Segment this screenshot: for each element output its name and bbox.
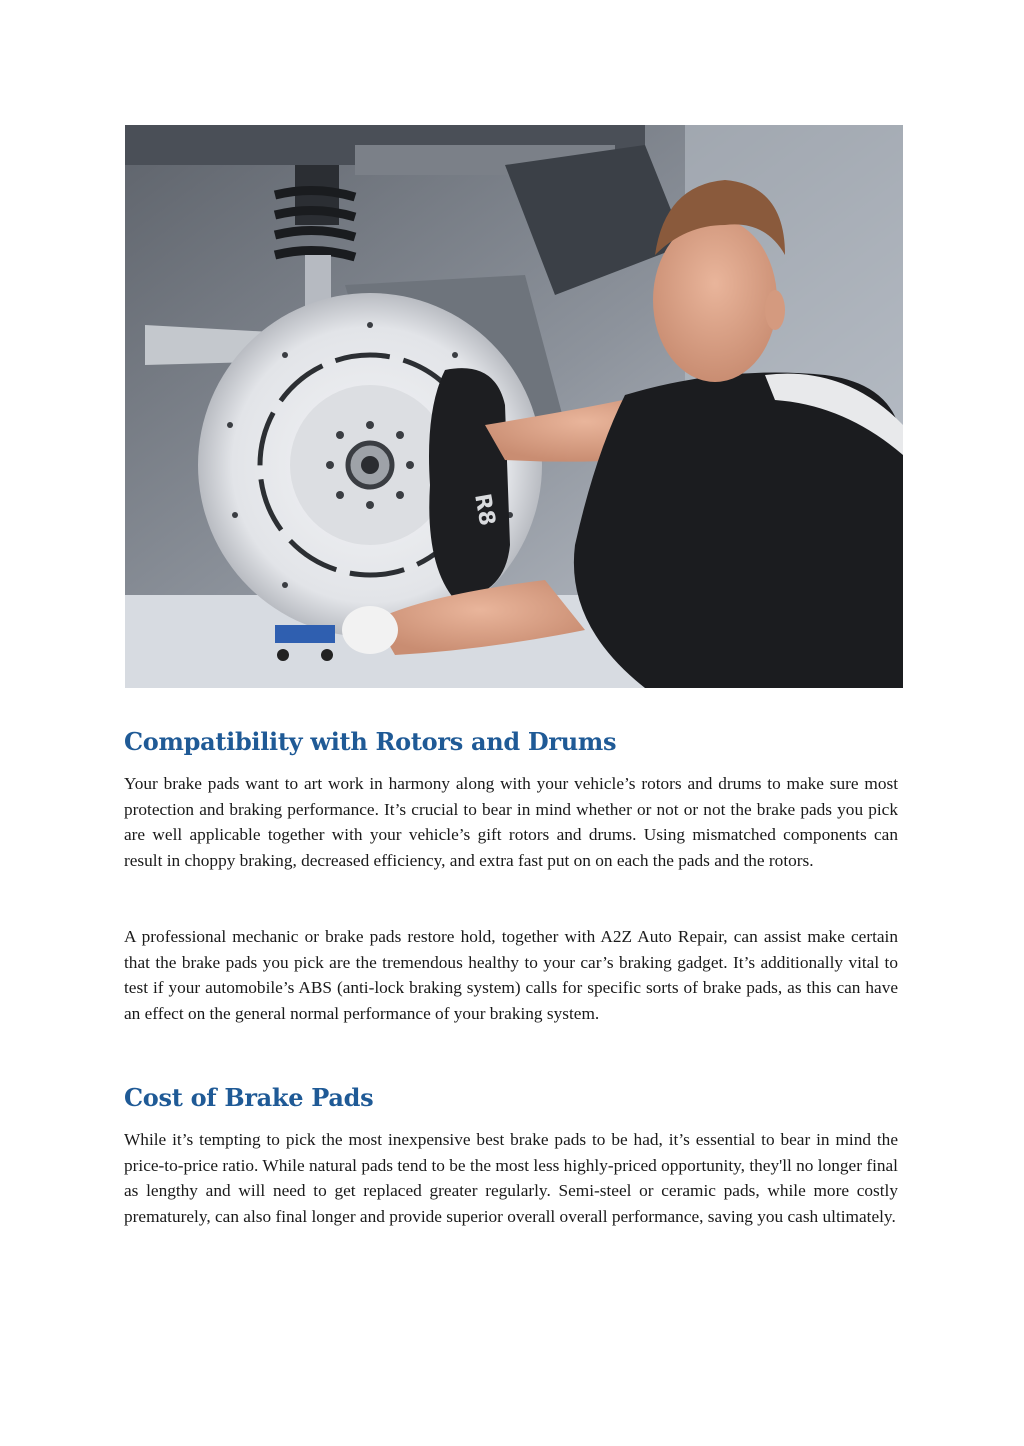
- section-heading-compatibility: Compatibility with Rotors and Drums: [124, 727, 617, 756]
- paragraph-compatibility-2: A professional mechanic or brake pads restore hold, together with A2Z Auto Repair, can assist make certain that the brake pads you pick are the tremendous healthy to your car’s braking gadget. It’s additionally vital to test if your automobile’s ABS (anti-lock braking system) calls for specific sorts of brake pads, as this can have an effect on the general normal performance of your braking system.: [124, 927, 898, 1023]
- paragraph-cost-1: While it’s tempting to pick the most inexpensive best brake pads to be had, it’s essential to bear in mind the price-to-price ratio. While natural pads tend to be the most less highly-priced opportunity, they'll no longer final as lengthy and will need to get replaced greater regularly. Semi-steel or ceramic pads, while more costly prematurely, can also final longer and provide superior overall overall performance, saving you cash ultimately.: [124, 1130, 898, 1226]
- section-heading-cost: Cost of Brake Pads: [124, 1083, 374, 1112]
- brake-rotor-illustration: [125, 125, 903, 688]
- mechanic-brake-photo: [125, 125, 903, 688]
- paragraph-compatibility-1: Your brake pads want to art work in harmony along with your vehicle’s rotors and drums to make sure most protection and braking performance. It’s crucial to bear in mind whether or not or not the brake pads you pick are well applicable together with your vehicle’s gift rotors and drums. Using mismatched components can result in choppy braking, decreased efficiency, and extra fast put on on each the pads and the rotors.: [124, 774, 898, 870]
- caliper-label: R8: [469, 491, 500, 528]
